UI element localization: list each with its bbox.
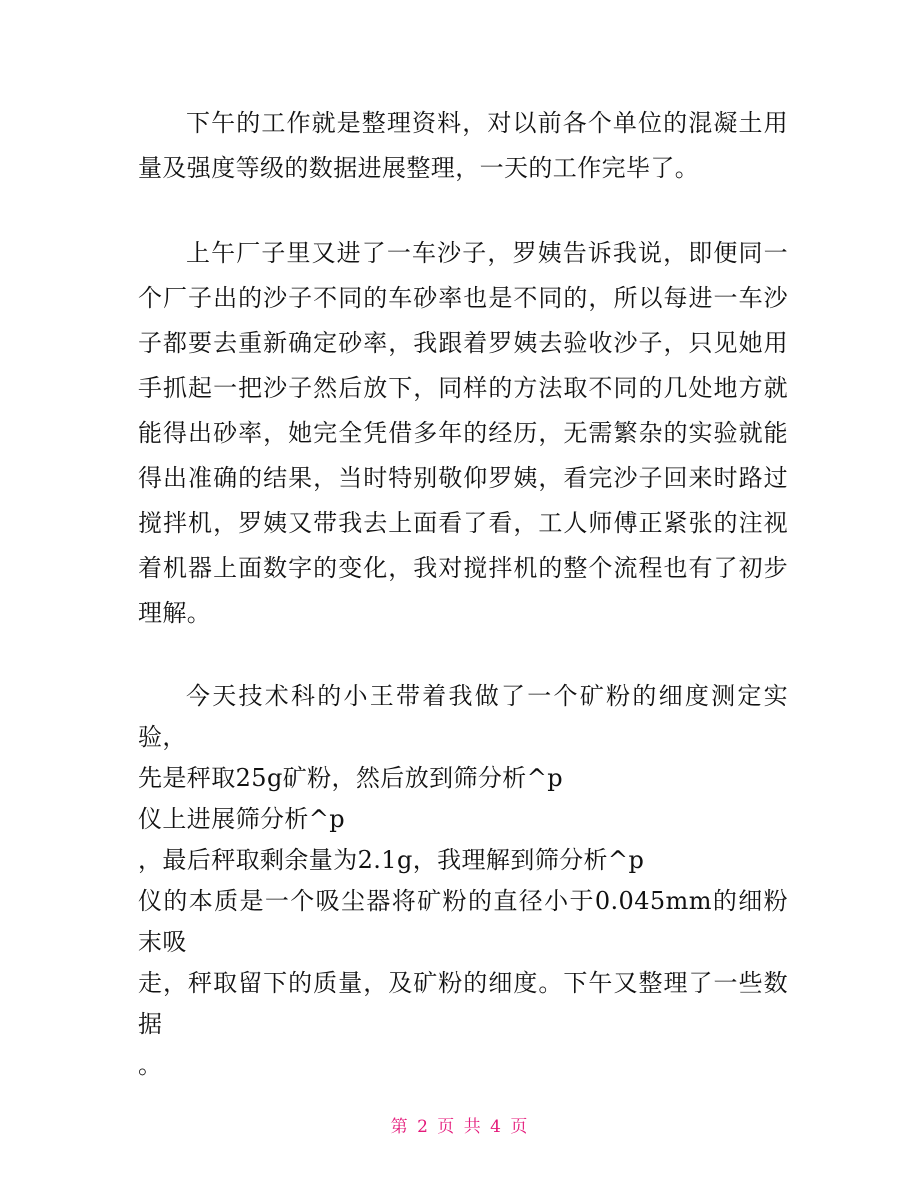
page-number-label: 第 2 页 共 4 页	[390, 1117, 530, 1137]
paragraph-3-line: 今天技术科的小王带着我做了一个矿粉的细度测定实验，	[138, 682, 788, 751]
paragraph-2: 上午厂子里又进了一车沙子，罗姨告诉我说，即便同一个厂子出的沙子不同的车砂率也是不同的，所以每进一车沙子都要去重新确定砂率，我跟着罗姨去验收沙子，只见她用手抓起一把沙子然后放下，同样的方法取不同的几处地方就能得出砂率，她完全凭借多年的经历，无需繁杂的实验就能得出准确的结果，当时特别敬仰罗姨，看完沙子回来时路过搅拌机，罗姨又带我去上面看了看，工人师傅正紧张的注视着机器上面数字的变化，我对搅拌机的整个流程也有了初步理解。	[138, 239, 788, 627]
paragraph-3-line: ，最后秤取剩余量为2.1g，我理解到筛分析^p	[138, 846, 645, 874]
page-footer	[0, 1112, 920, 1137]
paragraph-3-line: 先是秤取25g矿粉，然后放到筛分析^p	[138, 764, 563, 792]
paragraph-3	[138, 676, 788, 1086]
paragraph-3-line: 走，秤取留下的质量，及矿粉的细度。下午又整理了一些数据	[138, 969, 788, 1038]
paragraph-3-line: 。	[138, 1051, 163, 1079]
paragraph-1: 下午的工作就是整理资料，对以前各个单位的混凝土用量及强度等级的数据进展整理，一天的工作完毕了。	[138, 109, 788, 182]
paragraph-3-line: 仪上进展筛分析^p	[138, 805, 346, 833]
document-body	[138, 101, 788, 1086]
paragraph-3-line: 仪的本质是一个吸尘器将矿粉的直径小于0.045mm的细粉末吸	[138, 887, 788, 956]
